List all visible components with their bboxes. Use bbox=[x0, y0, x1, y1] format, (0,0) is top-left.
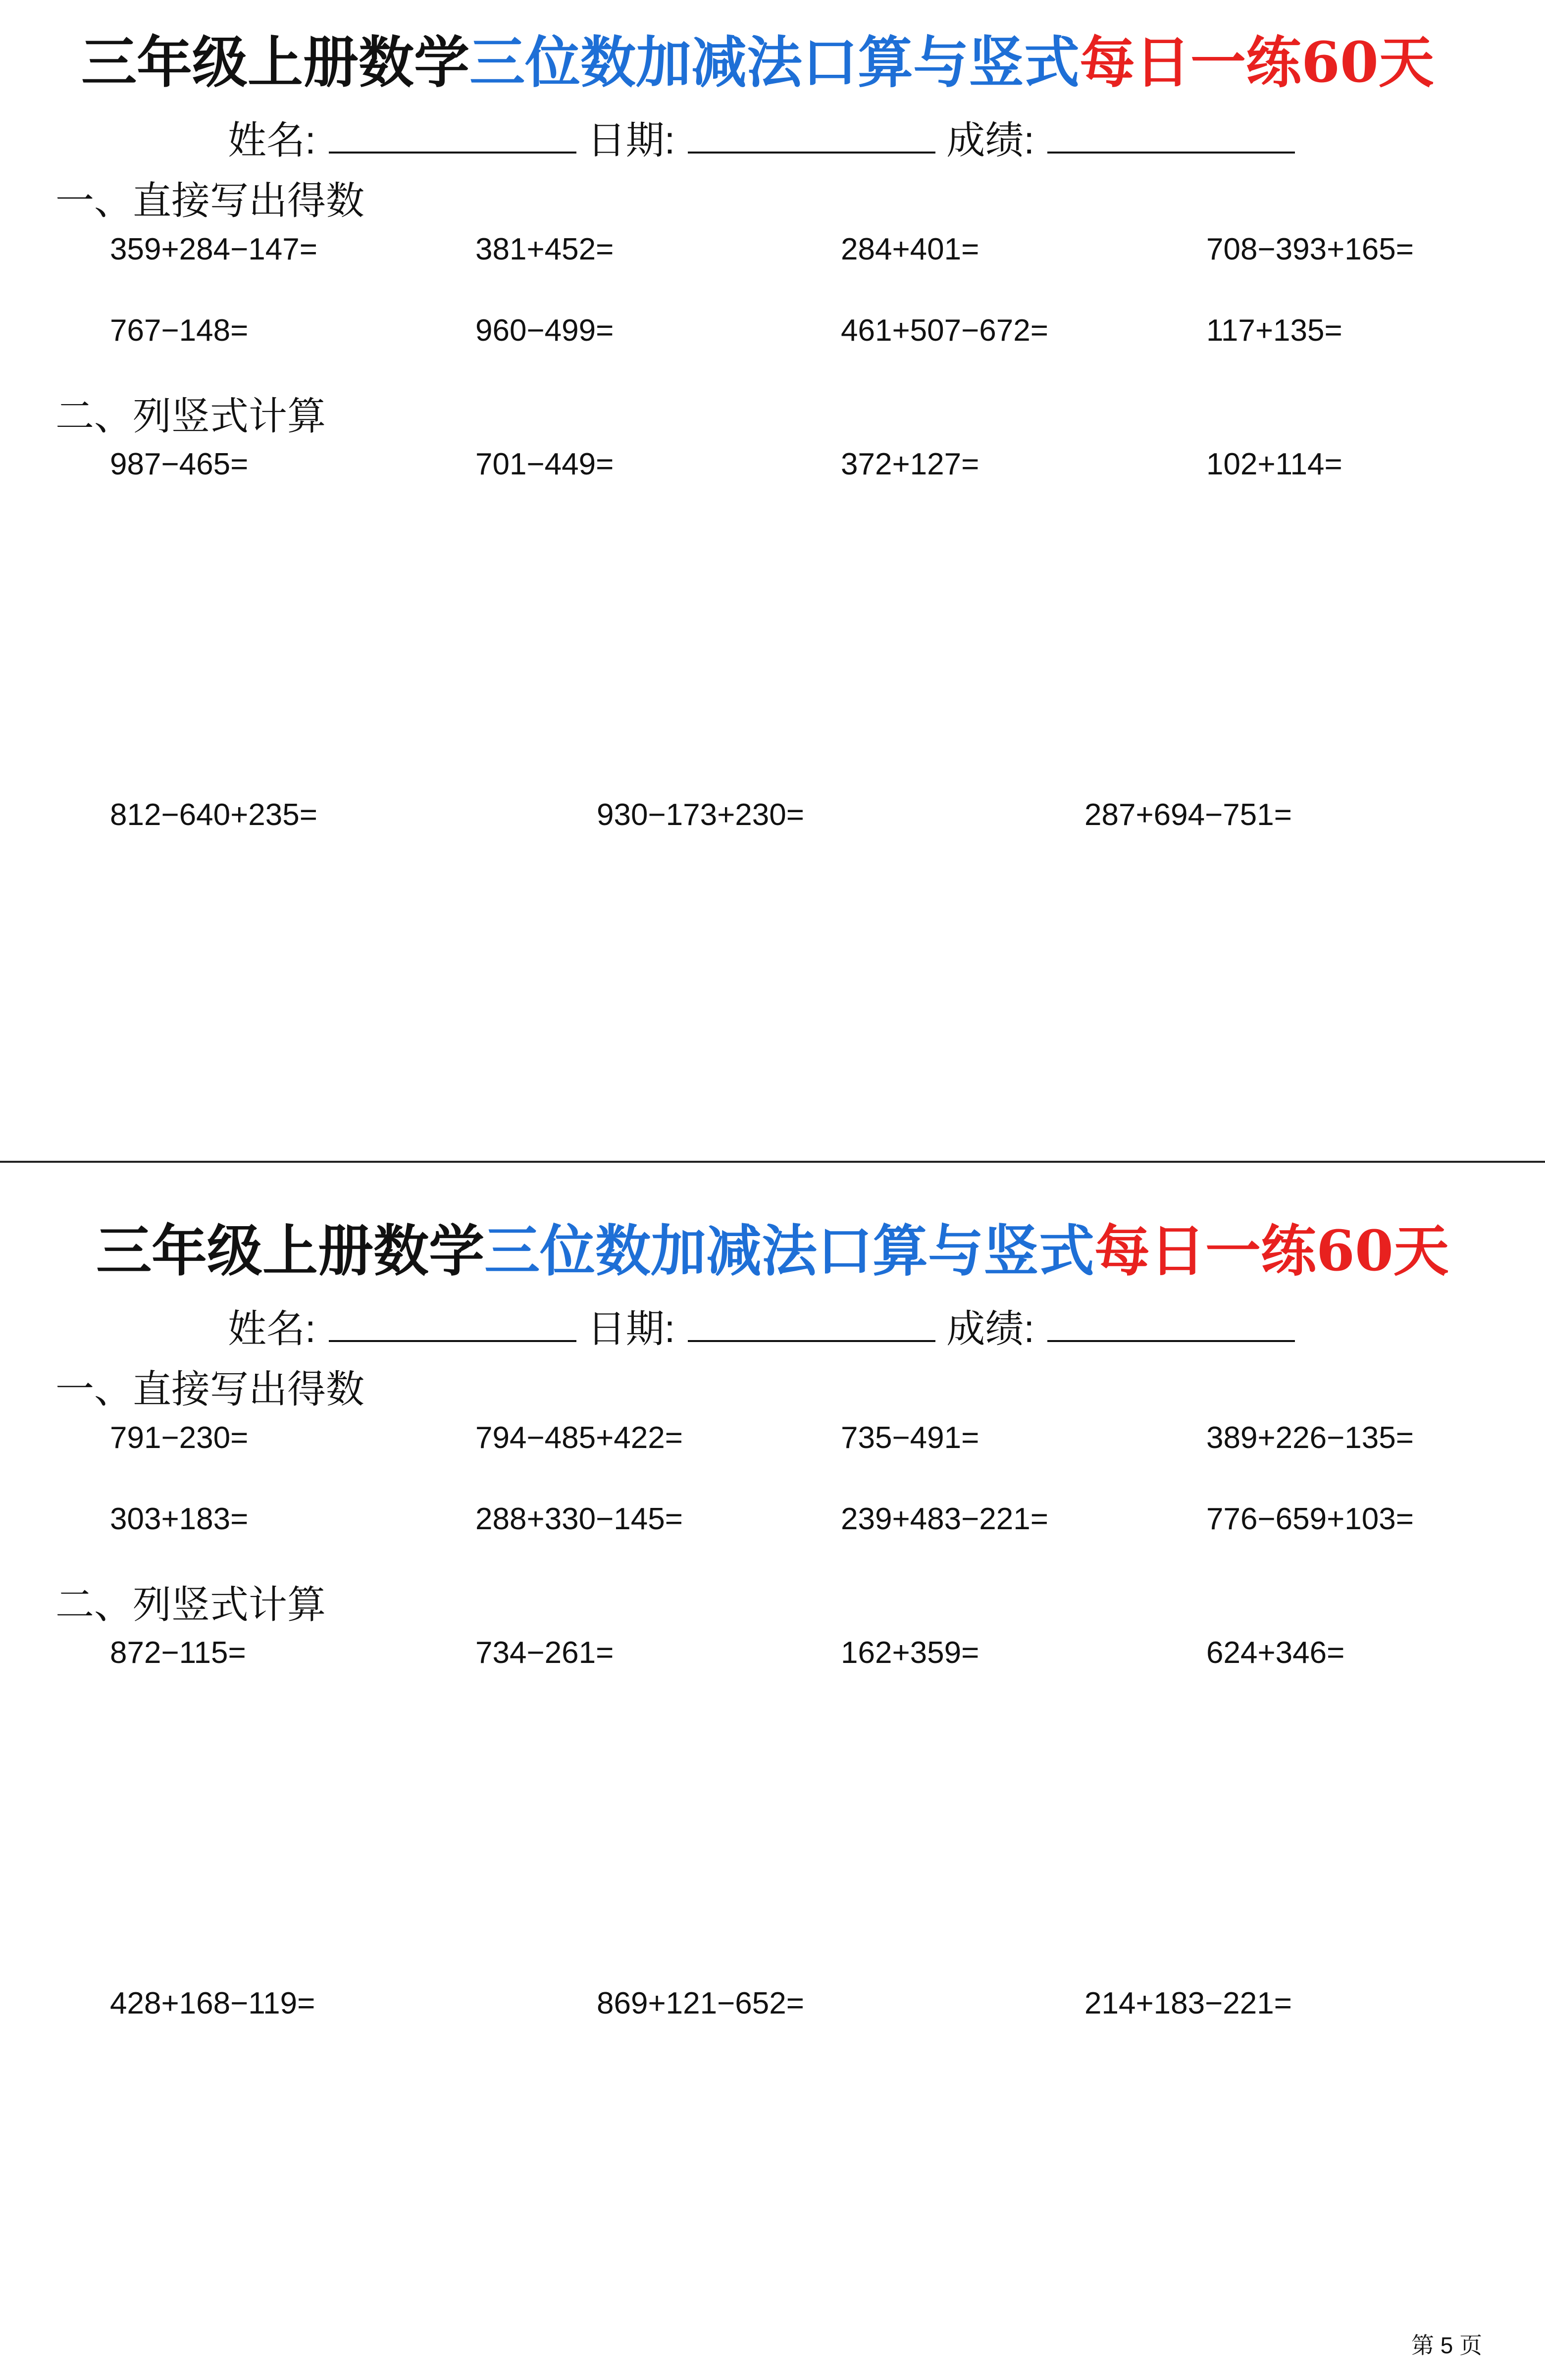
mental-problem: 389+226−135= bbox=[1206, 1421, 1414, 1455]
vertical-problem: 812−640+235= bbox=[110, 798, 317, 832]
vertical-problem: 624+346= bbox=[1206, 1636, 1345, 1670]
date-blank[interactable] bbox=[688, 1305, 935, 1342]
score-blank[interactable] bbox=[1047, 117, 1295, 154]
mental-problem: 117+135= bbox=[1206, 313, 1342, 348]
title-daily-part: 每日一练60天 bbox=[1094, 1219, 1449, 1284]
section-mental-heading: 一、直接写出得数 bbox=[55, 1367, 365, 1411]
mental-problem: 767−148= bbox=[110, 313, 249, 348]
vertical-problem: 869+121−652= bbox=[597, 1986, 804, 2020]
score-label: 成绩: bbox=[946, 1307, 1035, 1350]
mental-problem: 461+507−672= bbox=[841, 313, 1048, 348]
mental-problem: 794−485+422= bbox=[475, 1421, 683, 1455]
mental-problem: 239+483−221= bbox=[841, 1502, 1048, 1536]
mental-problem: 776−659+103= bbox=[1206, 1502, 1414, 1536]
date-label: 日期: bbox=[587, 1307, 675, 1350]
mental-problem: 284+401= bbox=[841, 232, 979, 266]
vertical-problem: 162+359= bbox=[841, 1636, 979, 1670]
mental-problem: 303+183= bbox=[110, 1502, 249, 1536]
worksheet-top bbox=[0, 0, 1545, 1162]
mental-problem: 288+330−145= bbox=[475, 1502, 683, 1536]
section-mental-heading: 一、直接写出得数 bbox=[55, 179, 365, 222]
mental-problem: 381+452= bbox=[475, 232, 614, 266]
title-daily-part: 每日一练60天 bbox=[1080, 30, 1434, 95]
vertical-problem: 701−449= bbox=[475, 447, 614, 481]
student-info-line bbox=[228, 1301, 1306, 1356]
worksheet-divider bbox=[0, 1161, 1545, 1163]
mental-problem: 735−491= bbox=[841, 1421, 979, 1455]
worksheet-title bbox=[0, 1214, 1545, 1289]
title-grade-part: 三年级上册数学 bbox=[96, 1219, 485, 1284]
mental-problem: 960−499= bbox=[475, 313, 614, 348]
name-label: 姓名: bbox=[228, 1307, 316, 1350]
date-label: 日期: bbox=[587, 118, 675, 162]
worksheet-bottom bbox=[0, 1189, 1545, 2350]
mental-problem: 708−393+165= bbox=[1206, 232, 1414, 266]
name-blank[interactable] bbox=[329, 117, 576, 154]
vertical-problem: 287+694−751= bbox=[1084, 798, 1292, 832]
title-topic-part: 三位数加减法口算与竖式 bbox=[469, 30, 1080, 95]
vertical-problem: 930−173+230= bbox=[597, 798, 804, 832]
vertical-problem: 214+183−221= bbox=[1084, 1986, 1292, 2020]
name-blank[interactable] bbox=[329, 1305, 576, 1342]
vertical-problem: 102+114= bbox=[1206, 447, 1342, 481]
name-label: 姓名: bbox=[228, 118, 316, 162]
vertical-problem: 987−465= bbox=[110, 447, 249, 481]
section-vertical-heading: 二、列竖式计算 bbox=[55, 1583, 326, 1626]
section-vertical-heading: 二、列竖式计算 bbox=[55, 394, 326, 438]
mental-problem: 791−230= bbox=[110, 1421, 249, 1455]
page-number: 第 5 页 bbox=[1411, 2332, 1483, 2358]
vertical-problem: 734−261= bbox=[475, 1636, 614, 1670]
title-grade-part: 三年级上册数学 bbox=[81, 30, 470, 95]
student-info-line bbox=[228, 113, 1306, 167]
mental-problem: 359+284−147= bbox=[110, 232, 317, 266]
vertical-problem: 872−115= bbox=[110, 1636, 246, 1670]
vertical-problem: 372+127= bbox=[841, 447, 979, 481]
score-label: 成绩: bbox=[946, 118, 1035, 162]
date-blank[interactable] bbox=[688, 117, 935, 154]
worksheet-title bbox=[0, 26, 1530, 100]
score-blank[interactable] bbox=[1047, 1305, 1295, 1342]
vertical-problem: 428+168−119= bbox=[110, 1986, 315, 2020]
title-topic-part: 三位数加减法口算与竖式 bbox=[484, 1219, 1095, 1284]
